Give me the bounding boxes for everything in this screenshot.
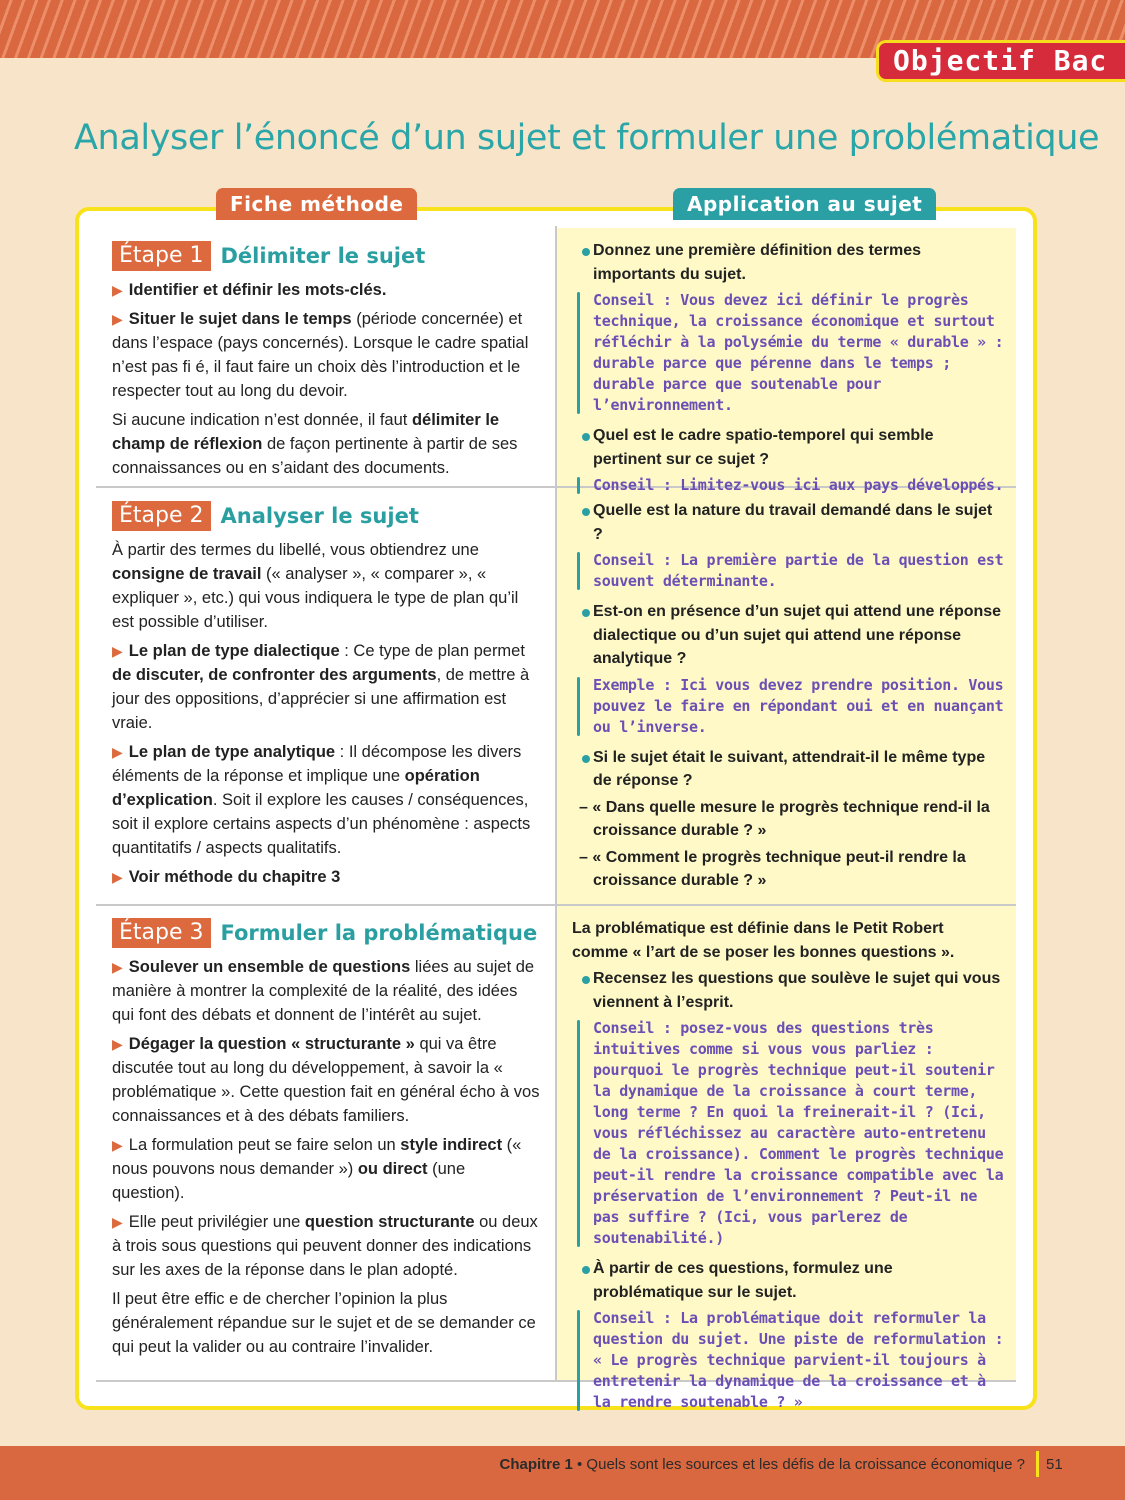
bullet-dot-icon <box>582 976 590 984</box>
etape-3-point-3-a: La formulation peut se faire selon un <box>128 1136 401 1154</box>
bullet-triangle-icon: ▶ <box>112 744 123 760</box>
etape-3-point-3-bold2: ou direct <box>357 1160 428 1178</box>
application-2-section <box>572 499 1004 896</box>
etape-3-point-4-text: ou deux à trois sous questions qui peuvent donner des indications sur les axes de la réponse dans le plan adopté. <box>112 1213 538 1279</box>
app-3-conseil-1: Conseil : posez-vous des questions très intuitives comme si vous vous parliez : pourquoi le progrès technique peut-il soutenir la dynamique de la croissance à court terme, long terme ? En quoi la freinerait-il ? (Ici, vous réfléchissez au caractère auto-entretenu de la croissance). Comment le progrès technique peut-il rendre la croissance compatible avec la préservation de l’environnement ? Peut-il ne pas suffire ? (Ici, vous parlerez de soutenabilité.) <box>593 1019 1004 1247</box>
etape-3-section <box>112 917 542 1364</box>
row-divider-2 <box>96 904 1016 906</box>
etape-1-para-3-bold: délimiter le champ de réflexion <box>112 411 500 453</box>
app-1-question-2: Quel est le cadre spatio-temporel qui semble pertinent sur ce sujet ? <box>593 427 934 468</box>
etape-1-badge: Étape 1 <box>112 241 211 271</box>
app-3-intro: La problématique est définie dans le Petit Robert comme « l’art de se poser les bonnes questions ». <box>572 920 955 961</box>
tab-application-au-sujet: Application au sujet <box>673 188 936 220</box>
app-1-conseil-1: Conseil : Vous devez ici définir le progrès technique, la croissance économique et surtout réfléchir à la polysémie du terme « durable » : durable parce que pérenne dans le temps ; durable parce que soutenable pour l’environnement. <box>593 291 1004 414</box>
app-2-question-1: Quelle est la nature du travail demandé dans le sujet ? <box>593 502 993 543</box>
tab-fiche-methode: Fiche méthode <box>216 188 417 220</box>
app-1-conseil-2: Conseil : Limitez-vous ici aux pays développés. <box>593 476 1004 494</box>
etape-3-point-4-a: Elle peut privilégier une <box>128 1213 305 1231</box>
etape-2-point-1-text: , de mettre à jour des oppositions, d’apprécier si une affirmation est vraie. <box>112 666 530 732</box>
etape-1-para-3a: Si aucune indication n’est donnée, il faut <box>112 411 412 429</box>
etape-3-para-5: Il peut être effic e de chercher l’opinion la plus généralement répandue sur le sujet et de se demander ce qui peut la valider ou au contraire l’invalider. <box>112 1290 536 1356</box>
etape-2-point-2-bold2: opération d’explication <box>112 767 480 809</box>
etape-2-title: Analyser le sujet <box>220 504 419 528</box>
footer-separator <box>1036 1451 1039 1477</box>
application-1-section <box>572 239 1004 504</box>
footer-chapter-label: Chapitre 1 <box>499 1456 573 1473</box>
bullet-dot-icon <box>582 508 590 516</box>
footer-band <box>0 1446 1125 1500</box>
etape-1-title: Délimiter le sujet <box>220 244 426 268</box>
bullet-triangle-icon: ▶ <box>112 1036 123 1052</box>
etape-2-point-2-a: : Il décompose les divers éléments de la réponse et implique une <box>112 743 522 785</box>
app-2-subject-variant-2: – « Comment le progrès technique peut-il rendre la croissance durable ? » <box>579 848 966 889</box>
etape-1-point-1: Identifier et définir les mots-clés. <box>128 281 387 299</box>
etape-3-point-4-bold: question structurante <box>304 1213 475 1231</box>
footer-chapter-title: • Quels sont les sources et les défis de la croissance économique ? <box>572 1456 1025 1473</box>
etape-2-point-2-text: . Soit il explore les causes / conséquences, soit il explore certains aspects d’un phénomène : aspects quantitatifs / aspects qualitatifs. <box>112 791 531 857</box>
etape-1-para-3-text: de façon pertinente à partir de ses connaissances ou en s’aidant des documents. <box>112 435 518 477</box>
etape-3-badge: Étape 3 <box>112 918 211 948</box>
page-number: 51 <box>1046 1456 1063 1473</box>
etape-2-para-1a: À partir des termes du libellé, vous obtiendrez une <box>112 541 479 559</box>
etape-3-point-2-bold: Dégager la question « structurante » <box>128 1035 415 1053</box>
etape-1-section <box>112 240 542 485</box>
etape-2-point-2-bold: Le plan de type analytique <box>128 743 336 761</box>
etape-2-point-3: Voir méthode du chapitre 3 <box>128 868 341 886</box>
page-title: Analyser l’énoncé d’un sujet et formuler une problématique <box>74 118 1100 158</box>
etape-2-para-1-text: (« analyser », « comparer », « expliquer », etc.) qui vous indiquera le type de plan qu’il est possible d’utiliser. <box>112 565 519 631</box>
app-3-question-1: Recensez les questions que soulève le sujet qui vous viennent à l’esprit. <box>593 970 1001 1011</box>
bullet-dot-icon <box>582 755 590 763</box>
application-3-section <box>572 917 1004 1421</box>
etape-3-point-3-bold: style indirect <box>400 1136 503 1154</box>
etape-2-point-1-bold: Le plan de type dialectique <box>128 642 340 660</box>
etape-3-point-2-text: qui va être discutée tout au long du développement, à savoir la « problématique ». Cette question fait en général écho à vos connaissances et à des débats familiers. <box>112 1035 540 1125</box>
app-3-question-2: À partir de ces questions, formulez une problématique sur le sujet. <box>593 1260 893 1301</box>
app-2-question-3: Si le sujet était le suivant, attendrait-il le même type de réponse ? <box>593 748 986 789</box>
etape-1-point-2-bold: Situer le sujet dans le temps <box>128 310 352 328</box>
bullet-triangle-icon: ▶ <box>112 1137 123 1153</box>
app-2-subject-variant-1: – « Dans quelle mesure le progrès technique rend-il la croissance durable ? » <box>579 798 990 839</box>
bullet-dot-icon <box>582 433 590 441</box>
app-2-question-2: Est-on en présence d’un sujet qui attend une réponse dialectique ou d’un sujet qui attend une réponse analytique ? <box>593 603 1002 667</box>
etape-2-badge: Étape 2 <box>112 501 211 531</box>
bullet-dot-icon <box>582 1266 590 1274</box>
app-1-question-1: Donnez une première définition des termes importants du sujet. <box>593 242 922 283</box>
bullet-triangle-icon: ▶ <box>112 1214 123 1230</box>
bullet-triangle-icon: ▶ <box>112 869 123 885</box>
column-divider <box>555 226 557 1382</box>
etape-2-point-1-a: : Ce type de plan permet <box>339 642 525 660</box>
app-3-conseil-2: Conseil : La problématique doit reformuler la question du sujet. Une piste de reformulation : « Le progrès technique parvient-il toujours à entretenir la dynamique de la croissance et à la rendre soutenable ? » <box>593 1309 1004 1411</box>
etape-3-point-3-b: (« nous pouvons nous demander ») <box>112 1136 522 1178</box>
bullet-triangle-icon: ▶ <box>112 311 123 327</box>
bullet-dot-icon <box>582 609 590 617</box>
etape-1-point-2-text: (période concernée) et dans l’espace (pays concernés). Lorsque le cadre spatial n’est pas fi é, il faut faire un choix dès l’introduction et le respecter tout au long du devoir. <box>112 310 529 400</box>
footer-chapter-text <box>499 1456 1025 1473</box>
etape-3-point-3-text: (une question). <box>112 1160 466 1202</box>
app-2-conseil-1: Conseil : La première partie de la question est souvent déterminante. <box>593 551 1004 590</box>
bullet-triangle-icon: ▶ <box>112 643 123 659</box>
bullet-triangle-icon: ▶ <box>112 282 123 298</box>
etape-2-point-1-bold2: de discuter, de confronter des arguments <box>112 666 437 684</box>
etape-3-point-1-bold: Soulever un ensemble de questions <box>128 958 411 976</box>
etape-3-title: Formuler la problématique <box>220 921 538 945</box>
etape-2-para-1-bold: consigne de travail <box>112 565 262 583</box>
etape-3-point-1-text: liées au sujet de manière à montrer la complexité de la réalité, des idées qui font des débats et donnent de l’intérêt au sujet. <box>112 958 535 1024</box>
objectif-bac-badge: Objectif Bac <box>876 40 1125 82</box>
bullet-dot-icon <box>582 248 590 256</box>
bullet-triangle-icon: ▶ <box>112 959 123 975</box>
etape-2-section <box>112 500 542 894</box>
app-2-exemple: Exemple : Ici vous devez prendre position. Vous pouvez le faire en répondant oui et en nuançant ou l’inverse. <box>593 675 1004 736</box>
